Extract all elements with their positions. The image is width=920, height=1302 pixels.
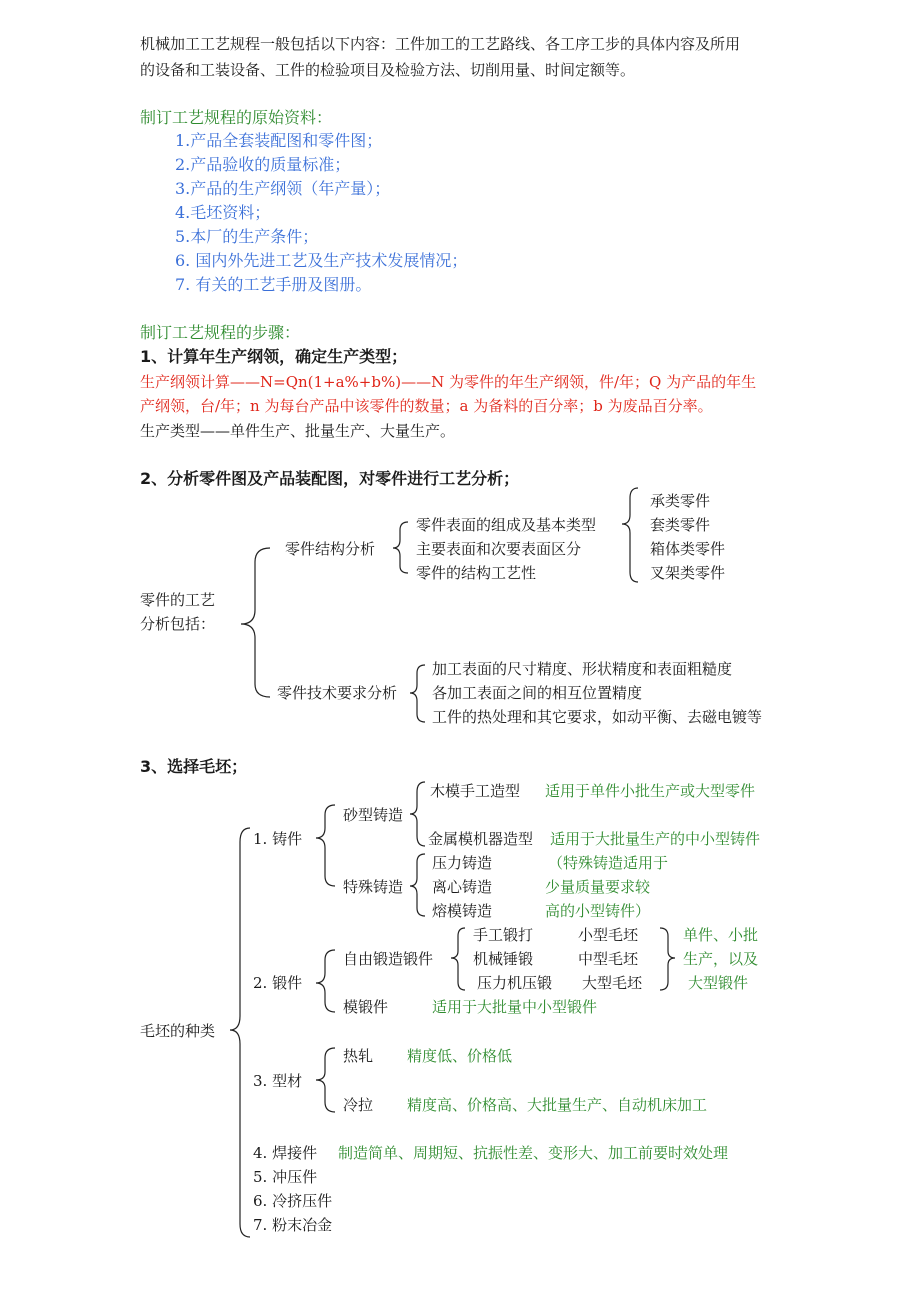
- step3-heading: 3、选择毛坯；: [140, 757, 248, 776]
- tech-item-3: 工件的热处理和其它要求，如动平衡、去磁电镀等: [432, 708, 763, 726]
- metal-mold-label: 金属模机器造型: [428, 830, 534, 848]
- part-type-3: 箱体类零件: [650, 540, 726, 558]
- step2-heading: 2、分析零件图及产品装配图，对零件进行工艺分析；: [140, 469, 520, 488]
- special-brace: [410, 854, 425, 916]
- free-note-2: 生产，以及: [683, 950, 759, 968]
- special-casting-label: 特殊铸造: [343, 878, 404, 896]
- sand-brace: [410, 782, 425, 846]
- tech-item-2: 各加工表面之间的相互位置精度: [432, 684, 643, 702]
- free-size-brace: [660, 928, 675, 990]
- materials-item-4: 4.毛坯资料；: [175, 203, 271, 222]
- profile-brace: [316, 1048, 335, 1112]
- intro-line-2: 的设备和工装设备、工件的检验项目及检验方法、切削用量、时间定额等。: [140, 61, 636, 79]
- materials-item-5: 5.本厂的生产条件；: [175, 227, 319, 246]
- materials-item-3: 3.产品的生产纲领（年产量）；: [175, 179, 391, 198]
- free-note-1: 单件、小批: [683, 926, 759, 944]
- wood-mold-note: 适用于单件小批生产或大型零件: [545, 782, 756, 800]
- free-size-2: 中型毛坯: [578, 950, 639, 968]
- wood-mold-label: 木模手工造型: [430, 782, 521, 800]
- step1-production-types: 生产类型——单件生产、批量生产、大量生产。: [140, 422, 456, 440]
- materials-item-1: 1.产品全套装配图和零件图；: [175, 131, 383, 150]
- hot-rolled-label: 热轧: [343, 1047, 374, 1065]
- free-note-3: 大型锻件: [688, 974, 749, 992]
- cold-drawn-label: 冷拉: [343, 1096, 374, 1114]
- stamping-label: 5. 冲压件: [253, 1168, 318, 1186]
- blank-root-brace: [230, 828, 250, 1237]
- die-forging-note: 适用于大批量中小型锻件: [432, 998, 598, 1016]
- profile-label: 3. 型材: [253, 1072, 303, 1090]
- steps-title: 制订工艺规程的步骤：: [140, 323, 301, 342]
- sand-casting-label: 砂型铸造: [343, 806, 404, 824]
- free-item-3: 压力机压锻: [477, 974, 553, 992]
- free-item-1: 手工锻打: [473, 926, 534, 944]
- special-item-3: 熔模铸造: [432, 902, 493, 920]
- free-size-1: 小型毛坯: [578, 926, 639, 944]
- step1-heading: 1、计算年生产纲领，确定生产类型；: [140, 347, 408, 366]
- materials-item-2: 2.产品验收的质量标准；: [175, 155, 351, 174]
- structure-item-1: 零件表面的组成及基本类型: [416, 516, 597, 534]
- welded-note: 制造简单、周期短、抗振性差、变形大、加工前要时效处理: [338, 1144, 729, 1162]
- free-forging-label: 自由锻造锻件: [343, 950, 434, 968]
- tech-item-1: 加工表面的尺寸精度、形状精度和表面粗糙度: [432, 660, 733, 678]
- analysis-root-line-2: 分析包括：: [140, 615, 216, 633]
- structure-analysis-label: 零件结构分析: [285, 540, 376, 558]
- special-note-3: 高的小型铸件）: [545, 902, 651, 920]
- forging-brace: [316, 950, 335, 1012]
- cold-extrusion-label: 6. 冷挤压件: [253, 1192, 333, 1210]
- casting-label: 1. 铸件: [253, 830, 303, 848]
- free-forging-brace: [451, 928, 465, 990]
- casting-brace: [316, 805, 335, 886]
- powder-metallurgy-label: 7. 粉末冶金: [253, 1216, 333, 1234]
- blank-types-root: 毛坯的种类: [140, 1022, 216, 1040]
- hot-rolled-note: 精度低、价格低: [407, 1047, 513, 1065]
- free-item-2: 机械锤锻: [473, 950, 534, 968]
- analysis-root-line-1: 零件的工艺: [140, 591, 216, 609]
- welded-label: 4. 焊接件: [253, 1144, 318, 1162]
- structure-item-2: 主要表面和次要表面区分: [416, 540, 582, 558]
- structure-item-3: 零件的结构工艺性: [416, 564, 537, 582]
- special-note-1: （特殊铸造适用于: [548, 854, 669, 872]
- part-type-1: 承类零件: [650, 492, 711, 510]
- materials-title: 制订工艺规程的原始资料：: [140, 108, 333, 127]
- intro-line-1: 机械加工工艺规程一般包括以下内容：工件加工的工艺路线、各工序工步的具体内容及所用: [140, 35, 741, 53]
- step1-formula-line-2: 产纲领，台/年；n 为每台产品中该零件的数量；a 为备料的百分率；b 为废品百分率。: [140, 397, 713, 415]
- die-forging-label: 模锻件: [343, 998, 389, 1016]
- materials-item-6: 6. 国内外先进工艺及生产技术发展情况；: [175, 251, 468, 270]
- tech-analysis-label: 零件技术要求分析: [277, 684, 398, 702]
- metal-mold-note: 适用于大批量生产的中小型铸件: [550, 830, 761, 848]
- part-type-2: 套类零件: [650, 516, 711, 534]
- cold-drawn-note: 精度高、价格高、大批量生产、自动机床加工: [407, 1096, 708, 1114]
- special-item-1: 压力铸造: [432, 854, 493, 872]
- free-size-3: 大型毛坯: [582, 974, 643, 992]
- part-type-4: 叉架类零件: [650, 564, 726, 582]
- materials-item-7: 7. 有关的工艺手册及图册。: [175, 275, 372, 294]
- special-item-2: 离心铸造: [432, 878, 493, 896]
- forging-label: 2. 锻件: [253, 974, 303, 992]
- step1-formula-line-1: 生产纲领计算——N=Qn(1+a%+b%)——N 为零件的年生产纲领，件/年；Q 为产品的年生: [140, 373, 757, 391]
- special-note-2: 少量质量要求较: [545, 878, 651, 896]
